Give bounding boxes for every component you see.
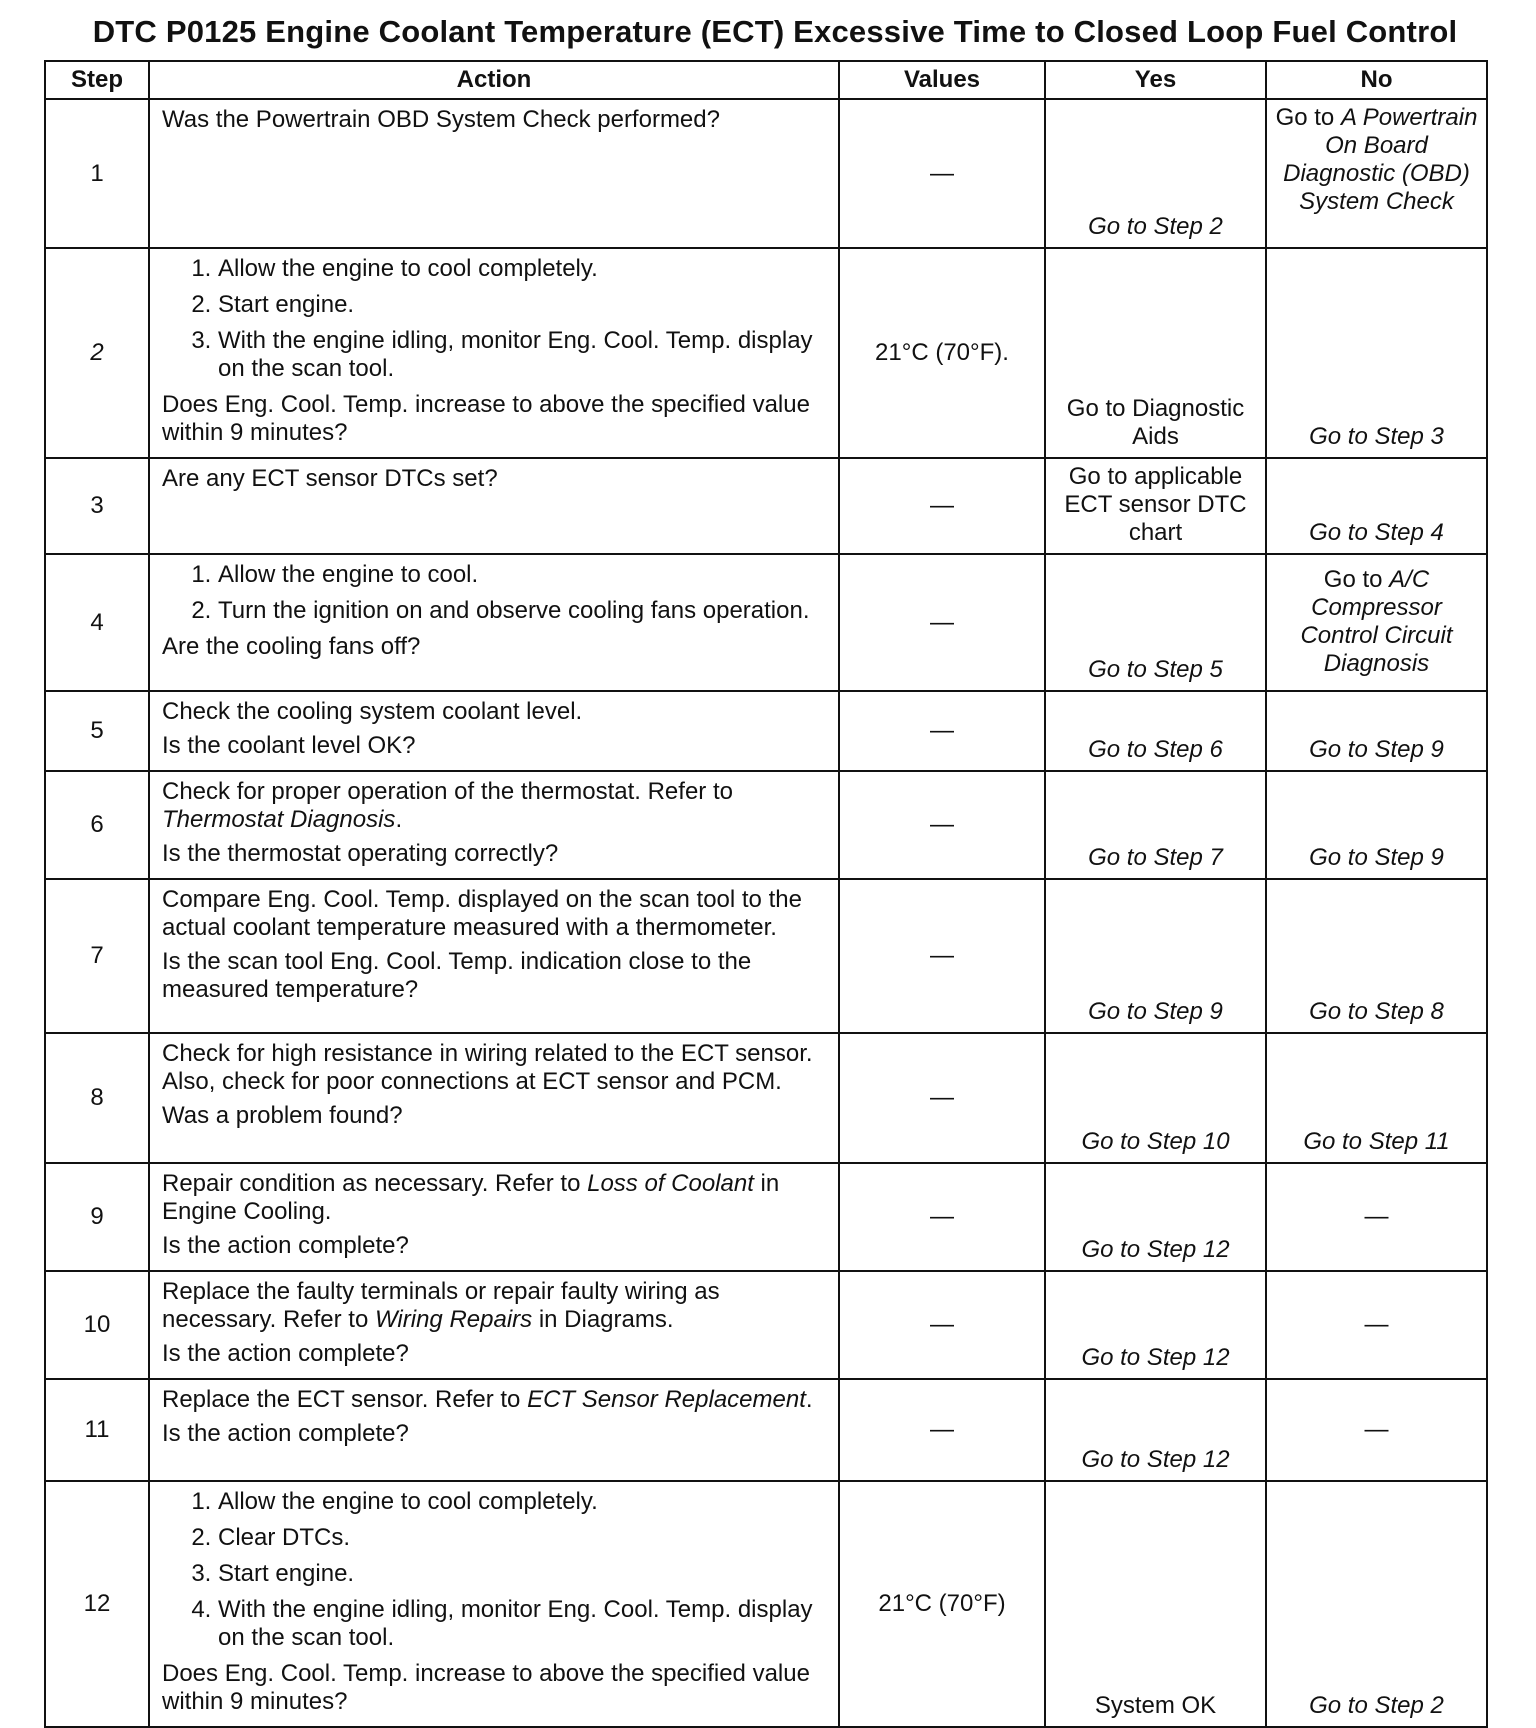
yes-cell bbox=[1045, 1379, 1266, 1481]
action-reference: ECT Sensor Replacement bbox=[527, 1386, 806, 1413]
action-list bbox=[162, 1488, 828, 1652]
action-reference: Loss of Coolant bbox=[587, 1170, 754, 1197]
table-row bbox=[45, 1271, 1487, 1379]
step-number: 7 bbox=[45, 879, 149, 1033]
value-cell: — bbox=[839, 691, 1045, 771]
yes-text: Go to Step 9 bbox=[1088, 998, 1223, 1025]
table-header-row bbox=[45, 61, 1487, 99]
header-action: Action bbox=[149, 61, 839, 99]
action-list bbox=[162, 561, 828, 625]
no-cell bbox=[1266, 771, 1487, 879]
action-cell bbox=[149, 691, 839, 771]
no-cell bbox=[1266, 248, 1487, 458]
action-question: Is the action complete? bbox=[162, 1340, 409, 1367]
action-text bbox=[162, 778, 828, 834]
action-reference: Thermostat Diagnosis bbox=[162, 806, 396, 833]
action-list-item: 2. Start engine. bbox=[218, 291, 828, 319]
no-cell: — bbox=[1266, 1163, 1487, 1271]
step-number: 5 bbox=[45, 691, 149, 771]
value-cell: — bbox=[839, 99, 1045, 248]
no-cell bbox=[1266, 691, 1487, 771]
table-row bbox=[45, 1163, 1487, 1271]
no-text-link: A Powertrain On Board Diagnostic (OBD) System Check bbox=[1283, 104, 1478, 215]
action-text bbox=[162, 1170, 828, 1226]
header-no: No bbox=[1266, 61, 1487, 99]
no-text: Go to Step 4 bbox=[1309, 519, 1444, 546]
yes-cell: Go to applicable ECT sensor DTC chart bbox=[1045, 458, 1266, 554]
no-text: Go to Step 3 bbox=[1309, 423, 1444, 450]
no-text: Go to Step 11 bbox=[1303, 1128, 1450, 1155]
table-row bbox=[45, 1379, 1487, 1481]
step-number: 9 bbox=[45, 1163, 149, 1271]
value-cell: — bbox=[839, 1379, 1045, 1481]
yes-cell bbox=[1045, 1271, 1266, 1379]
page-title: DTC P0125 Engine Coolant Temperature (ECT) Excessive Time to Closed Loop Fuel Control bbox=[92, 14, 1458, 49]
action-text: Compare Eng. Cool. Temp. displayed on the scan tool to the actual coolant temperature measured with a thermometer. bbox=[162, 886, 802, 941]
header-values: Values bbox=[839, 61, 1045, 99]
no-cell: — bbox=[1266, 1379, 1487, 1481]
table-row bbox=[45, 554, 1487, 691]
yes-text: Go to Step 6 bbox=[1088, 736, 1223, 763]
action-list bbox=[162, 255, 828, 383]
action-question: Was the Powertrain OBD System Check performed? bbox=[162, 106, 720, 133]
action-list-item: 3. With the engine idling, monitor Eng. Cool. Temp. display on the scan tool. bbox=[218, 327, 828, 383]
table-row bbox=[45, 99, 1487, 248]
value-cell: 21°C (70°F). bbox=[839, 248, 1045, 458]
yes-cell: System OK bbox=[1045, 1481, 1266, 1727]
action-question: Are the cooling fans off? bbox=[162, 633, 421, 660]
no-cell bbox=[1266, 99, 1487, 248]
yes-cell: Go to Diagnostic Aids bbox=[1045, 248, 1266, 458]
yes-text: Go to Step 5 bbox=[1088, 656, 1223, 683]
action-text bbox=[162, 1278, 828, 1334]
action-cell bbox=[149, 458, 839, 554]
table-row bbox=[45, 248, 1487, 458]
table-row bbox=[45, 691, 1487, 771]
action-list-item: 1. Allow the engine to cool. bbox=[218, 561, 828, 589]
action-list-item: 2. Clear DTCs. bbox=[218, 1524, 828, 1552]
action-text: Check the cooling system coolant level. bbox=[162, 698, 583, 725]
action-text-prefix: Replace the ECT sensor. Refer to bbox=[162, 1386, 528, 1413]
action-list-item: 3. Start engine. bbox=[218, 1560, 828, 1588]
action-cell bbox=[149, 1163, 839, 1271]
yes-text: Go to Step 7 bbox=[1088, 844, 1223, 871]
action-text: Check for high resistance in wiring related to the ECT sensor. Also, check for poor connections at ECT sensor and PCM. bbox=[162, 1040, 813, 1095]
no-text: Go to Step 8 bbox=[1309, 998, 1444, 1025]
action-text-suffix: in Diagrams. bbox=[532, 1306, 674, 1333]
diagnostic-table bbox=[44, 60, 1488, 1728]
table-row bbox=[45, 1481, 1487, 1727]
action-cell bbox=[149, 771, 839, 879]
action-cell bbox=[149, 879, 839, 1033]
value-cell: — bbox=[839, 1271, 1045, 1379]
header-step: Step bbox=[45, 61, 149, 99]
yes-cell bbox=[1045, 99, 1266, 248]
action-cell bbox=[149, 1481, 839, 1727]
yes-text: Go to Step 12 bbox=[1081, 1344, 1230, 1371]
no-cell bbox=[1266, 1033, 1487, 1163]
header-yes: Yes bbox=[1045, 61, 1266, 99]
action-question: Does Eng. Cool. Temp. increase to above the specified value within 9 minutes? bbox=[162, 1660, 810, 1715]
table-row bbox=[45, 458, 1487, 554]
no-text: Go to Step 9 bbox=[1309, 844, 1444, 871]
action-question: Are any ECT sensor DTCs set? bbox=[162, 465, 498, 492]
no-cell bbox=[1266, 1481, 1487, 1727]
step-number: 12 bbox=[45, 1481, 149, 1727]
action-text-prefix: Replace the faulty terminals or repair faulty wiring as necessary. Refer to bbox=[162, 1278, 720, 1333]
yes-cell bbox=[1045, 879, 1266, 1033]
step-number: 10 bbox=[45, 1271, 149, 1379]
step-number: 11 bbox=[45, 1379, 149, 1481]
value-cell: — bbox=[839, 1163, 1045, 1271]
table-row bbox=[45, 879, 1487, 1033]
action-list-item: 1. Allow the engine to cool completely. bbox=[218, 1488, 828, 1516]
yes-text: Go to Step 12 bbox=[1081, 1236, 1230, 1263]
action-cell bbox=[149, 554, 839, 691]
action-text-prefix: Repair condition as necessary. Refer to bbox=[162, 1170, 588, 1197]
value-cell: — bbox=[839, 1033, 1045, 1163]
action-reference: Wiring Repairs bbox=[374, 1306, 533, 1333]
no-text: Go to Step 9 bbox=[1309, 736, 1444, 763]
action-cell bbox=[149, 248, 839, 458]
action-question: Does Eng. Cool. Temp. increase to above the specified value within 9 minutes? bbox=[162, 391, 810, 446]
yes-text: Go to Step 2 bbox=[1088, 213, 1223, 240]
action-text-suffix: . bbox=[805, 1386, 813, 1413]
yes-text: Go to Step 10 bbox=[1081, 1128, 1230, 1155]
yes-cell bbox=[1045, 554, 1266, 691]
no-cell bbox=[1266, 458, 1487, 554]
action-question: Is the coolant level OK? bbox=[162, 732, 416, 759]
no-text-prefix: Go to bbox=[1275, 104, 1341, 131]
action-cell bbox=[149, 99, 839, 248]
no-cell: — bbox=[1266, 1271, 1487, 1379]
action-cell bbox=[149, 1271, 839, 1379]
step-number: 4 bbox=[45, 554, 149, 691]
action-cell bbox=[149, 1379, 839, 1481]
action-question: Is the thermostat operating correctly? bbox=[162, 840, 559, 867]
step-number: 1 bbox=[45, 99, 149, 248]
no-cell bbox=[1266, 554, 1487, 691]
no-text-prefix: Go to bbox=[1323, 565, 1390, 593]
action-text-suffix: in Engine Cooling. bbox=[162, 1170, 780, 1225]
yes-text: Go to Step 12 bbox=[1081, 1446, 1230, 1473]
value-cell: — bbox=[839, 771, 1045, 879]
yes-cell bbox=[1045, 771, 1266, 879]
step-number: 6 bbox=[45, 771, 149, 879]
no-text: Go to Step 2 bbox=[1309, 1692, 1444, 1719]
table-row bbox=[45, 1033, 1487, 1163]
yes-cell bbox=[1045, 1163, 1266, 1271]
action-list-item: 2. Turn the ignition on and observe cooling fans operation. bbox=[218, 597, 828, 625]
no-text-link: A/C Compressor Control Circuit Diagnosis bbox=[1300, 565, 1453, 677]
yes-cell bbox=[1045, 691, 1266, 771]
action-question: Is the action complete? bbox=[162, 1232, 409, 1259]
action-list-item: 1. Allow the engine to cool completely. bbox=[218, 255, 828, 283]
value-cell: — bbox=[839, 458, 1045, 554]
no-cell bbox=[1266, 879, 1487, 1033]
step-number: 3 bbox=[45, 458, 149, 554]
action-text-suffix: . bbox=[395, 806, 403, 833]
value-cell: — bbox=[839, 554, 1045, 691]
action-list-item: 4. With the engine idling, monitor Eng. Cool. Temp. display on the scan tool. bbox=[218, 1596, 828, 1652]
step-number: 2 bbox=[45, 248, 149, 458]
value-cell: 21°C (70°F) bbox=[839, 1481, 1045, 1727]
action-text-prefix: Check for proper operation of the thermostat. Refer to bbox=[162, 778, 733, 805]
step-number: 8 bbox=[45, 1033, 149, 1163]
action-question: Is the action complete? bbox=[162, 1420, 409, 1447]
action-cell bbox=[149, 1033, 839, 1163]
action-question: Is the scan tool Eng. Cool. Temp. indication close to the measured temperature? bbox=[162, 948, 752, 1003]
yes-cell bbox=[1045, 1033, 1266, 1163]
action-question: Was a problem found? bbox=[162, 1102, 403, 1129]
action-text bbox=[162, 1386, 828, 1414]
table-row bbox=[45, 771, 1487, 879]
value-cell: — bbox=[839, 879, 1045, 1033]
